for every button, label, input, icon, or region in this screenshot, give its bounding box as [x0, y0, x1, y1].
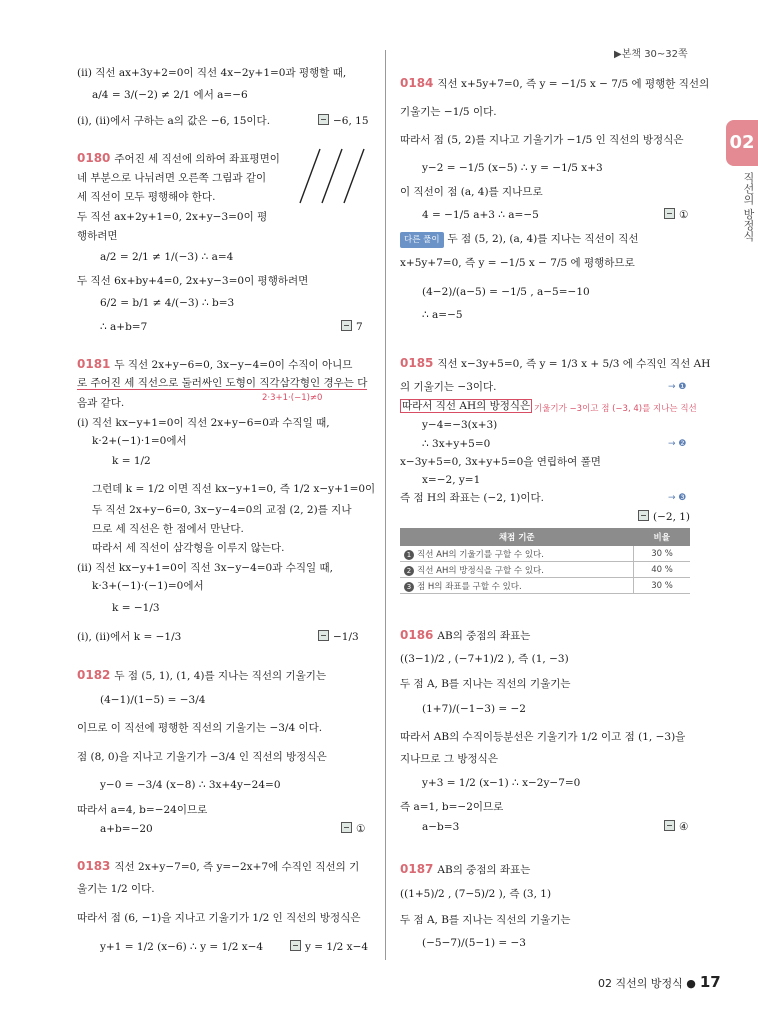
- text-line: (ⅰ) 직선 kx−y+1=0이 직선 2x+y−6=0과 수직일 때,: [77, 417, 330, 429]
- answer-0182: ①: [341, 822, 365, 836]
- answer-icon: [341, 320, 352, 331]
- text-line: 울기는 1/2 이다.: [77, 883, 155, 895]
- text-line: 0182 두 점 (5, 1), (1, 4)를 지나는 직선의 기울기는: [77, 668, 327, 682]
- text-line: 0186 AB의 중점의 좌표는: [400, 628, 531, 642]
- text-line: 그런데 k = 1/2 이면 직선 kx−y+1=0, 즉 1/2 x−y+1=0이: [92, 483, 376, 495]
- chapter-tab: 02: [726, 120, 758, 166]
- text-line: k·2+(−1)·1=0에서: [92, 435, 187, 447]
- math-line: ((1+5)/2 , (7−5)/2 ), 즉 (3, 1): [400, 888, 552, 900]
- answer-0185: (−2, 1): [638, 510, 690, 524]
- column-divider: [385, 50, 386, 960]
- text-line: 따라서 AB의 수직이등분선은 기울기가 1/2 이고 점 (1, −3)을: [400, 731, 686, 743]
- text-line: k·3+(−1)·(−1)=0에서: [92, 580, 204, 592]
- text-line: 따라서 직선 AH의 방정식은: [402, 400, 531, 412]
- math-line: ∴ 3x+y+5=0: [422, 438, 491, 450]
- annotation-note: 2·3+1·(−1)≠0: [262, 393, 323, 403]
- step-marker: → ❶: [668, 382, 687, 392]
- text-line: 즉 a=1, b=−2이므로: [400, 801, 504, 813]
- text-line: 두 점 A, B를 지나는 직선의 기울기는: [400, 678, 571, 690]
- text-line: 지나므로 그 방정식은: [400, 753, 498, 765]
- text-line: 세 직선이 모두 평행해야 한다.: [77, 191, 216, 203]
- text-line: 따라서 점 (5, 2)를 지나고 기울기가 −1/5 인 직선의 방정식은: [400, 134, 684, 146]
- math-line: y−4=−3(x+3): [422, 419, 498, 431]
- math-line: (−5−7)/(5−1) = −3: [422, 937, 526, 949]
- criteria-header: 채점 기준: [400, 528, 634, 546]
- text-line: 두 직선 ax+2y+1=0, 2x+y−3=0이 평: [77, 211, 268, 223]
- answer-0181: −1/3: [318, 630, 359, 644]
- text-line: 따라서 세 직선이 삼각형을 이루지 않는다.: [92, 542, 285, 554]
- problem-number: 0185: [400, 356, 434, 370]
- math-line: a+b=−20: [100, 823, 153, 835]
- math-line: a−b=3: [422, 821, 460, 833]
- text-line: (ⅱ) 직선 kx−y+1=0이 직선 3x−y−4=0과 수직일 때,: [77, 562, 333, 574]
- problem-number: 0182: [77, 668, 111, 682]
- alt-solution-tag: 다른 풀이: [400, 232, 444, 248]
- scoring-criteria-table: [400, 528, 690, 594]
- text-line: 네 부분으로 나뉘려면 오른쪽 그림과 같이: [77, 172, 267, 184]
- page-number: 17: [699, 973, 721, 991]
- text-line: 음과 같다.: [77, 397, 125, 409]
- answer-0184: ①: [664, 208, 688, 222]
- answer-0180: 7: [341, 320, 363, 334]
- answer-icon: [664, 208, 675, 219]
- answer-0183: y = 1/2 x−4: [290, 940, 368, 954]
- math-line: y−0 = −3/4 (x−8) ∴ 3x+4y−24=0: [100, 779, 281, 791]
- text-line: 0181 두 직선 2x+y−6=0, 3x−y−4=0이 수직이 아니므: [77, 357, 353, 371]
- text-line: x−3y+5=0, 3x+y+5=0을 연립하여 풀면: [400, 456, 601, 468]
- text-line: 즉 점 H의 좌표는 (−2, 1)이다.: [400, 492, 545, 504]
- math-line: 4 = −1/5 a+3 ∴ a=−5: [422, 209, 539, 221]
- text-line: 두 점 A, B를 지나는 직선의 기울기는: [400, 914, 571, 926]
- math-line: y+3 = 1/2 (x−1) ∴ x−2y−7=0: [422, 777, 581, 789]
- table-row: 2 직선 AH의 방정식을 구할 수 있다. 40 %: [400, 562, 690, 578]
- math-line: k = 1/2: [112, 455, 151, 467]
- math-line: ∴ a=−5: [422, 309, 463, 321]
- text-line: 므로 세 직선은 한 점에서 만난다.: [92, 523, 244, 535]
- math-line: 6/2 = b/1 ≠ 4/(−3) ∴ b=3: [100, 297, 235, 309]
- answer-icon: [341, 822, 352, 833]
- text-line: 따라서 점 (6, −1)을 지나고 기울기가 1/2 인 직선의 방정식은: [77, 912, 361, 924]
- math-line: k = −1/3: [112, 602, 160, 614]
- text-line: 기울기는 −1/5 이다.: [400, 106, 497, 118]
- text-line: 의 기울기는 −3이다.: [400, 381, 497, 393]
- text-line: 로 주어진 세 직선으로 둘러싸인 도형이 직각삼각형인 경우는 다: [77, 377, 368, 389]
- problem-number: 0180: [77, 151, 111, 165]
- text-line: 행하려면: [77, 230, 118, 242]
- text-line: 두 직선 2x+y−6=0, 3x−y−4=0의 교점 (2, 2)를 지나: [92, 504, 352, 516]
- chapter-side-title: 직선의 방정식: [742, 172, 755, 242]
- page-reference: ▶본책 30~32쪽: [614, 49, 688, 60]
- answer-0179: −6, 15: [318, 114, 369, 128]
- answer-icon: [664, 820, 675, 831]
- answer-0186: ④: [664, 820, 688, 834]
- text-line: (ⅰ), (ⅱ)에서 구하는 a의 값은 −6, 15이다.: [77, 115, 271, 127]
- answer-icon: [318, 114, 329, 125]
- table-row: 3 점 H의 좌표를 구할 수 있다. 30 %: [400, 578, 690, 594]
- rate-header: 비율: [634, 528, 691, 546]
- text-line: 0183 직선 2x+y−7=0, 즉 y=−2x+7에 수직인 직선의 기: [77, 859, 360, 873]
- math-line: ((3−1)/2 , (−7+1)/2 ), 즉 (1, −3): [400, 653, 569, 665]
- step-marker: → ❸: [668, 493, 687, 503]
- text-line: 0187 AB의 중점의 좌표는: [400, 862, 531, 876]
- math-line: y−2 = −1/5 (x−5) ∴ y = −1/5 x+3: [422, 162, 603, 174]
- problem-number: 0187: [400, 862, 434, 876]
- math-line: x=−2, y=1: [422, 474, 481, 486]
- page-footer: 02 직선의 방정식 ● 17: [598, 973, 721, 991]
- text-line: 점 (8, 0)을 지나고 기울기가 −3/4 인 직선의 방정식은: [77, 751, 327, 763]
- math-line: (4−2)/(a−5) = −1/5 , a−5=−10: [422, 286, 590, 298]
- step-marker: → ❷: [668, 439, 687, 449]
- text-line: 두 직선 6x+by+4=0, 2x+y−3=0이 평행하려면: [77, 275, 309, 287]
- math-line: (1+7)/(−1−3) = −2: [422, 703, 526, 715]
- text-line: 다른 풀이 두 점 (5, 2), (a, 4)를 지나는 직선이 직선: [400, 232, 639, 248]
- annotation-note: 기울기가 −3이고 점 (−3, 4)를 지나는 직선: [534, 404, 697, 414]
- text-line: 0184 직선 x+5y+7=0, 즉 y = −1/5 x − 7/5 에 평행한 직선의: [400, 76, 710, 90]
- text-line: 0180 주어진 세 직선에 의하여 좌표평면이: [77, 151, 280, 165]
- math-line: a/4 = 3/(−2) ≠ 2/1 에서 a=−6: [92, 89, 248, 101]
- text-line: 이므로 이 직선에 평행한 직선의 기울기는 −3/4 이다.: [77, 722, 323, 734]
- problem-number: 0183: [77, 859, 111, 873]
- table-row: 1 직선 AH의 기울기를 구할 수 있다. 30 %: [400, 546, 690, 562]
- math-line: ∴ a+b=7: [100, 321, 148, 333]
- math-line: (4−1)/(1−5) = −3/4: [100, 694, 206, 706]
- problem-number: 0186: [400, 628, 434, 642]
- answer-icon: [638, 510, 649, 521]
- text-line: (ⅱ) 직선 ax+3y+2=0이 직선 4x−2y+1=0과 평행할 때,: [77, 67, 347, 79]
- text-line: 0185 직선 x−3y+5=0, 즉 y = 1/3 x + 5/3 에 수직인 직선 AH: [400, 356, 711, 370]
- text-line: x+5y+7=0, 즉 y = −1/5 x − 7/5 에 평행하므로: [400, 257, 635, 269]
- problem-number: 0184: [400, 76, 434, 90]
- math-line: a/2 = 2/1 ≠ 1/(−3) ∴ a=4: [100, 251, 234, 263]
- answer-icon: [318, 630, 329, 641]
- problem-number: 0181: [77, 357, 111, 371]
- parallel-lines-figure: [296, 145, 372, 205]
- text-line: (ⅰ), (ⅱ)에서 k = −1/3: [77, 631, 182, 643]
- text-line: 이 직선이 점 (a, 4)를 지나므로: [400, 186, 543, 198]
- text-line: 따라서 a=4, b=−24이므로: [77, 804, 208, 816]
- answer-icon: [290, 940, 301, 951]
- math-line: y+1 = 1/2 (x−6) ∴ y = 1/2 x−4: [100, 941, 264, 953]
